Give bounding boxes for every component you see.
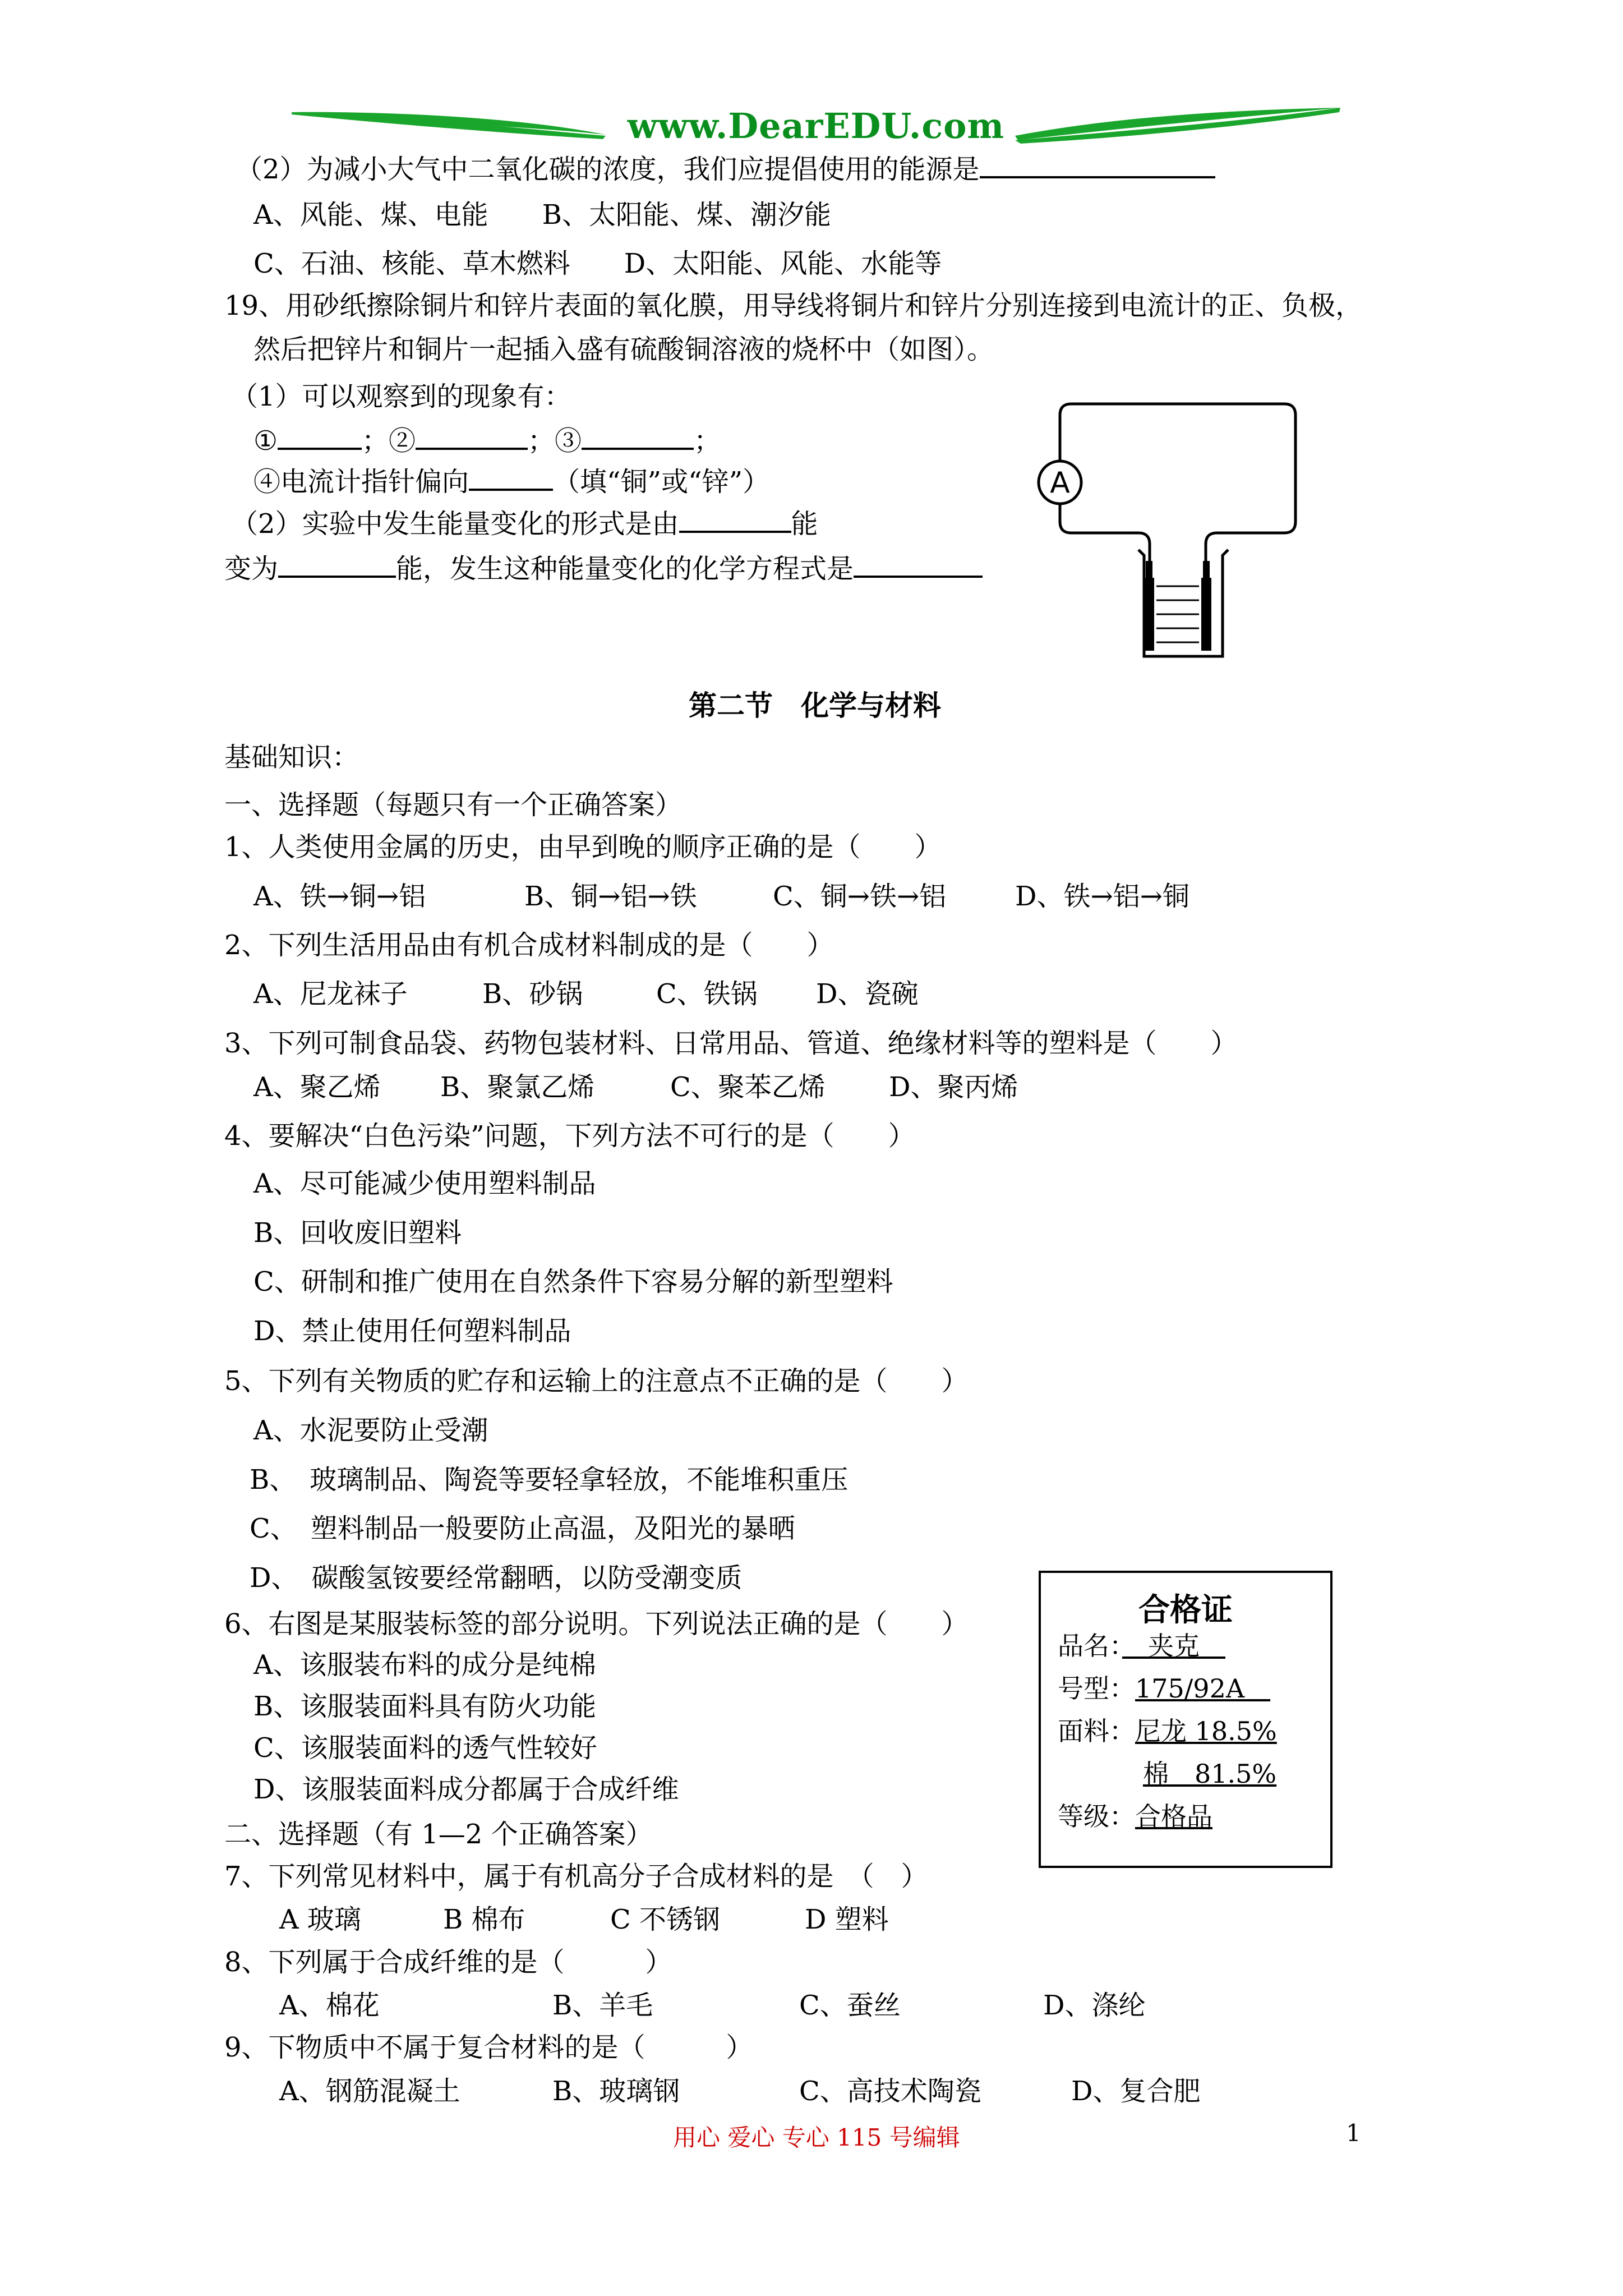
q8-option-b[interactable]: B、羊毛 [552,1990,653,2021]
q2-option-a[interactable]: A、尼龙袜子 [253,978,408,1010]
site-header-banner [292,95,1340,157]
q7-option-b[interactable]: B 棉布 [443,1904,525,1935]
q5-option-b[interactable]: B、 玻璃制品、陶瓷等要轻拿轻放，不能堆积重压 [250,1464,849,1496]
q19-sub2-continued: 变为 能，发生这种能量变化的化学方程式是 [224,550,983,586]
q3-option-c[interactable]: C、聚苯乙烯 [670,1071,826,1103]
section-title: 第二节 化学与材料 [689,689,941,722]
answer-blank[interactable] [854,550,983,578]
q19-line2: 然后把锌片和铜片一起插入盛有硫酸铜溶液的烧杯中（如图）。 [253,334,994,365]
q6-stem: 6、右图是某服装标签的部分说明。下列说法正确的是（ ） [224,1608,969,1640]
q4-option-c[interactable]: C、研制和推广使用在自然条件下容易分解的新型塑料 [253,1266,893,1297]
q19-sub1: （1）可以观察到的现象有： [231,381,571,412]
q3-option-a[interactable]: A、聚乙烯 [253,1071,381,1103]
q9-option-c[interactable]: C、高技术陶瓷 [799,2076,981,2107]
answer-blank[interactable] [582,422,694,450]
q6-option-d[interactable]: D、该服装面料成分都属于合成纤维 [253,1774,679,1805]
copper-electrode [1201,578,1211,651]
page-number: 1 [1346,2119,1361,2147]
certificate-model-row: 号型：175/92A [1058,1673,1271,1704]
circuit-diagram [1026,393,1307,668]
part2-heading: 二、选择题（有 1—2 个正确答案） [224,1819,653,1850]
q3-stem: 3、下列可制食品袋、药物包装材料、日常用品、管道、绝缘材料等的塑料是（ ） [224,1028,1238,1059]
q8-option-d[interactable]: D、涤纶 [1043,1990,1146,2021]
q1-option-d[interactable]: D、铁→铝→铜 [1015,881,1189,912]
footer-note: 用心 爱心 专心 115 号编辑 [673,2124,960,2151]
q8-stem: 8、下列属于合成纤维的是（ ） [224,1947,672,1978]
q7-stem: 7、下列常见材料中，属于有机高分子合成材料的是 （ ） [224,1861,928,1892]
q9-option-b[interactable]: B、玻璃钢 [552,2076,680,2107]
q19-sub2: （2）实验中发生能量变化的形式是由 能 [231,505,818,541]
answer-blank[interactable] [278,422,362,450]
q7-option-c[interactable]: C 不锈钢 [610,1904,720,1935]
solution-lines [1156,586,1199,642]
certificate-fabric-value-2: 棉 81.5% [1143,1759,1277,1789]
q19-line1: 19、用砂纸擦除铜片和锌片表面的氧化膜，用导线将铜片和锌片分别连接到电流计的正、负极， [224,290,1363,321]
basics-heading: 基础知识： [224,742,359,773]
site-url: www.DearEDU.com [627,105,1005,146]
q18-options-ab: A、风能、煤、电能 B、太阳能、煤、潮汐能 [253,199,831,231]
q3-option-b[interactable]: B、聚氯乙烯 [440,1071,595,1103]
q4-option-b[interactable]: B、回收废旧塑料 [253,1217,462,1249]
certificate-fabric-row: 面料：尼龙 18.5% [1058,1716,1277,1746]
certificate-grade-row: 等级：合格品 [1058,1801,1212,1832]
zinc-electrode [1144,578,1154,651]
q7-option-a[interactable]: A 玻璃 [279,1904,361,1935]
q4-option-a[interactable]: A、尽可能减少使用塑料制品 [253,1168,596,1199]
q1-option-b[interactable]: B、铜→铝→铁 [524,881,697,912]
q9-stem: 9、下物质中不属于复合材料的是（ ） [224,2032,753,2063]
q5-option-a[interactable]: A、水泥要防止受潮 [253,1415,488,1446]
q18-options-cd: C、石油、核能、草木燃料 D、太阳能、风能、水能等 [253,248,942,279]
q5-option-c[interactable]: C、 塑料制品一般要防止高温，及阳光的暴晒 [250,1513,795,1544]
q6-option-c[interactable]: C、该服装面料的透气性较好 [253,1732,597,1764]
q8-option-a[interactable]: A、棉花 [279,1990,380,2021]
q8-option-c[interactable]: C、蚕丝 [799,1990,901,2021]
certificate-grade-value: 合格品 [1135,1801,1212,1832]
certificate-fabric-value-1: 尼龙 18.5% [1135,1716,1277,1746]
certificate-name-row: 品名： 夹克 [1058,1631,1225,1661]
q9-option-a[interactable]: A、钢筋混凝土 [279,2076,460,2107]
q1-stem: 1、人类使用金属的历史，由早到晚的顺序正确的是（ ） [224,831,942,863]
garment-certificate [1039,1571,1332,1868]
q2-stem: 2、下列生活用品由有机合成材料制成的是（ ） [224,930,834,961]
answer-blank[interactable] [679,505,791,533]
q1-option-a[interactable]: A、铁→铜→铝 [253,881,426,912]
certificate-title: 合格证 [1138,1591,1233,1628]
q7-option-d[interactable]: D 塑料 [805,1904,889,1935]
ammeter-label: A [1050,466,1070,500]
q19-observations: ① ；② ；③ ； [253,422,721,458]
q5-stem: 5、下列有关物质的贮存和运输上的注意点不正确的是（ ） [224,1365,969,1397]
answer-blank[interactable] [278,550,396,578]
answer-blank[interactable] [416,422,528,450]
q4-stem: 4、要解决“白色污染”问题，下列方法不可行的是（ ） [224,1120,915,1152]
q1-option-c[interactable]: C、铜→铁→铝 [773,881,947,912]
certificate-model-value: 175/92A [1135,1673,1271,1704]
answer-blank[interactable] [469,463,553,491]
q2-option-b[interactable]: B、砂锅 [482,978,583,1010]
q19-observation-4: ④电流计指针偏向 （填“铜”或“锌”） [253,463,769,499]
q2-option-c[interactable]: C、铁锅 [656,978,758,1010]
q4-option-d[interactable]: D、禁止使用任何塑料制品 [253,1315,571,1347]
q9-option-d[interactable]: D、复合肥 [1071,2076,1201,2107]
q6-option-a[interactable]: A、该服装布料的成分是纯棉 [253,1649,596,1681]
q3-option-d[interactable]: D、聚丙烯 [889,1071,1018,1103]
q18-stem: （2）为减小大气中二氧化碳的浓度，我们应提倡使用的能源是 [236,150,1215,186]
answer-blank[interactable] [980,150,1215,178]
certificate-name-value: 夹克 [1122,1631,1225,1661]
q2-option-d[interactable]: D、瓷碗 [816,978,919,1010]
part1-heading: 一、选择题（每题只有一个正确答案） [224,789,683,821]
q5-option-d[interactable]: D、 碳酸氢铵要经常翻晒，以防受潮变质 [250,1562,743,1594]
q6-option-b[interactable]: B、该服装面料具有防火功能 [253,1691,597,1722]
